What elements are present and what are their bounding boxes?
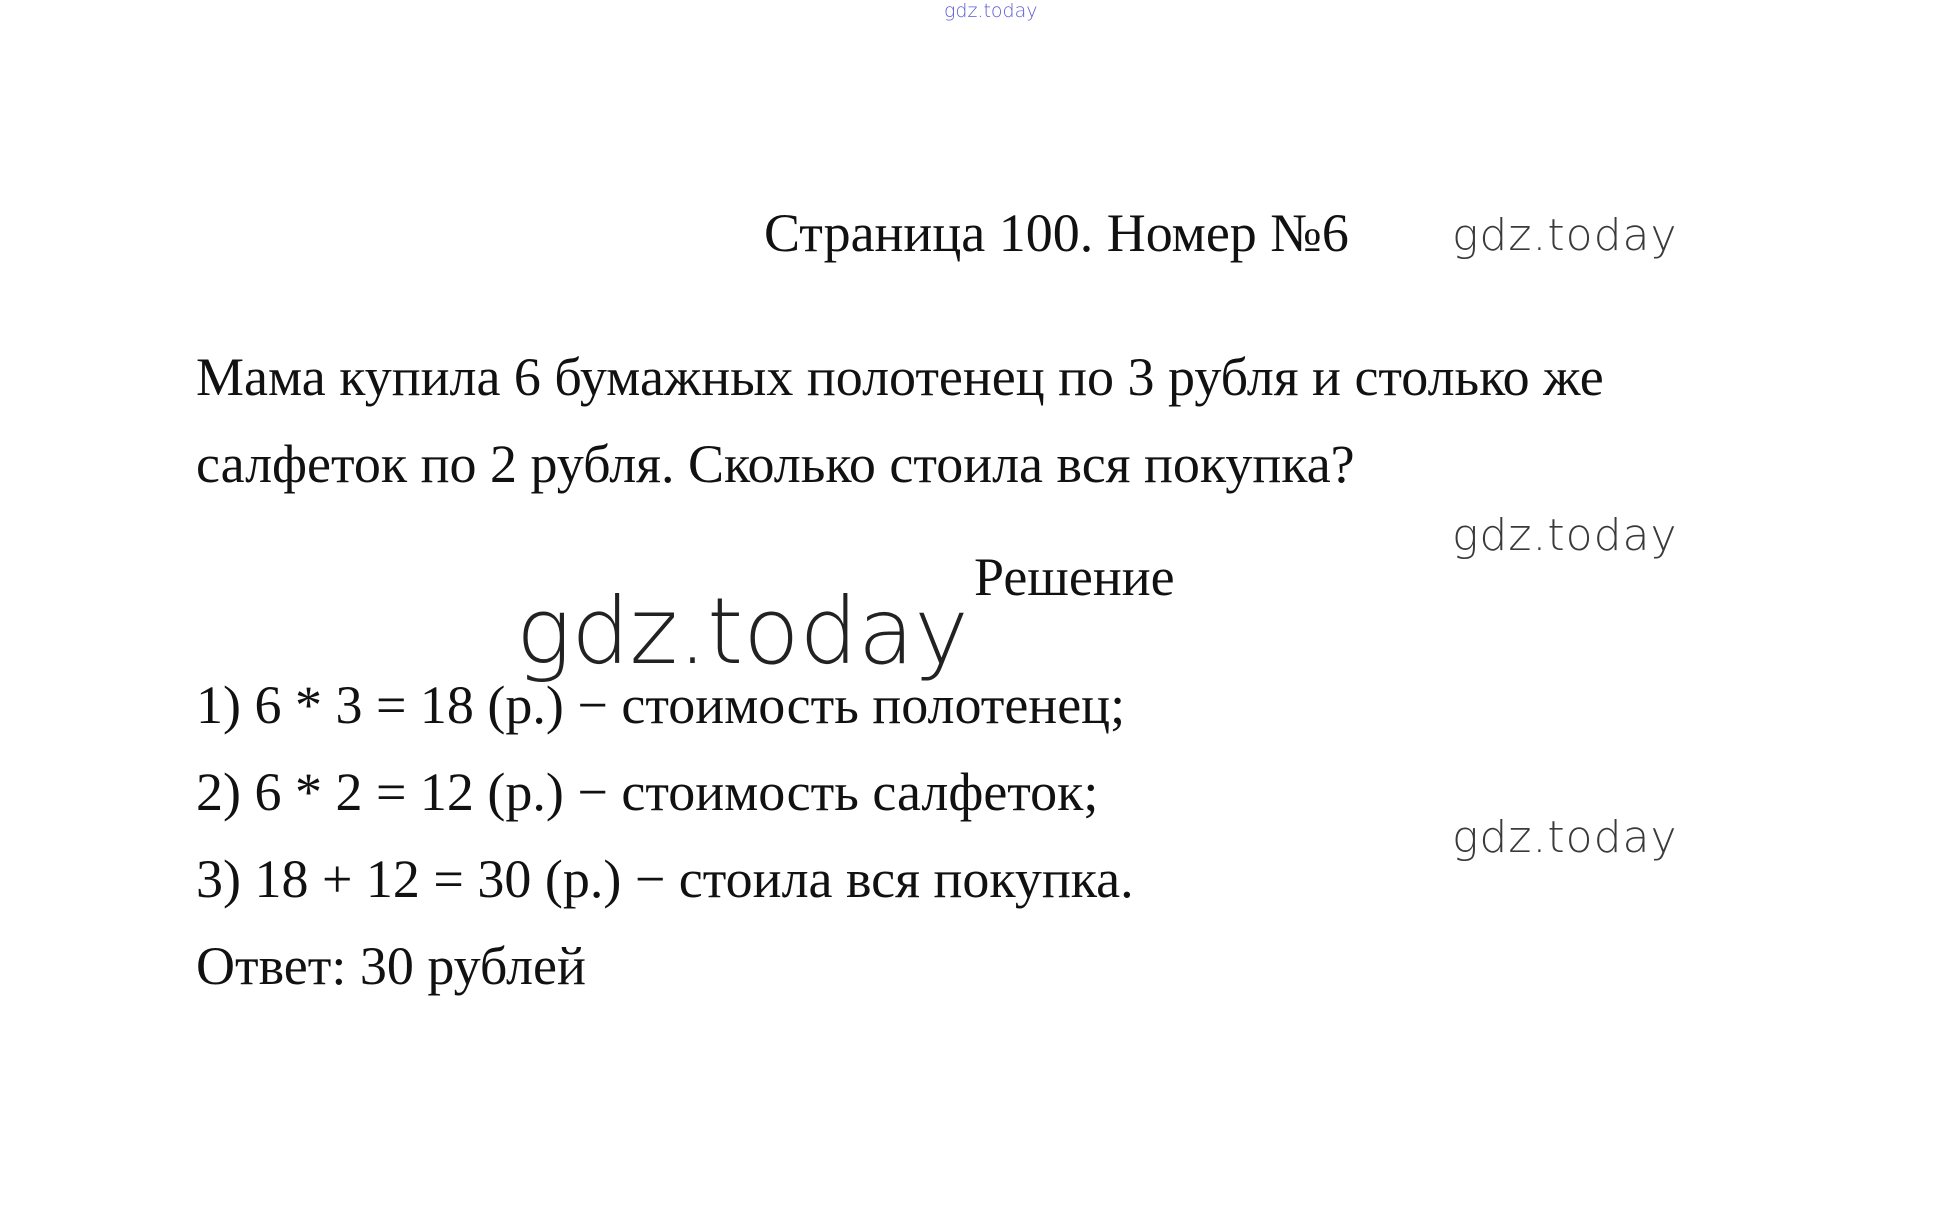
watermark-right-1: gdz.today — [1452, 210, 1678, 261]
page-title: Страница 100. Номер №6 — [764, 203, 1349, 263]
problem-statement — [196, 334, 1816, 508]
watermark-center: gdz.today — [516, 578, 969, 685]
problem-line-1: Мама купила 6 бумажных полотенец по 3 рубля и столько же — [196, 347, 1604, 407]
watermark-right-3: gdz.today — [1452, 812, 1678, 863]
solution-heading: Решение — [974, 547, 1175, 607]
problem-line-2: салфеток по 2 рубля. Сколько стоила вся покупка? — [196, 434, 1355, 494]
watermark-right-2: gdz.today — [1452, 510, 1678, 561]
solution-step-3: 3) 18 + 12 = 30 (р.) − стоила вся покупка. — [196, 849, 1134, 909]
watermark-top: gdz.today — [944, 0, 1038, 22]
solution-step-2: 2) 6 * 2 = 12 (р.) − стоимость салфеток; — [196, 762, 1099, 822]
solution-step-1: 1) 6 * 3 = 18 (р.) − стоимость полотенец; — [196, 675, 1126, 735]
solution-answer: Ответ: 30 рублей — [196, 936, 586, 996]
solution-steps — [196, 662, 1134, 1010]
